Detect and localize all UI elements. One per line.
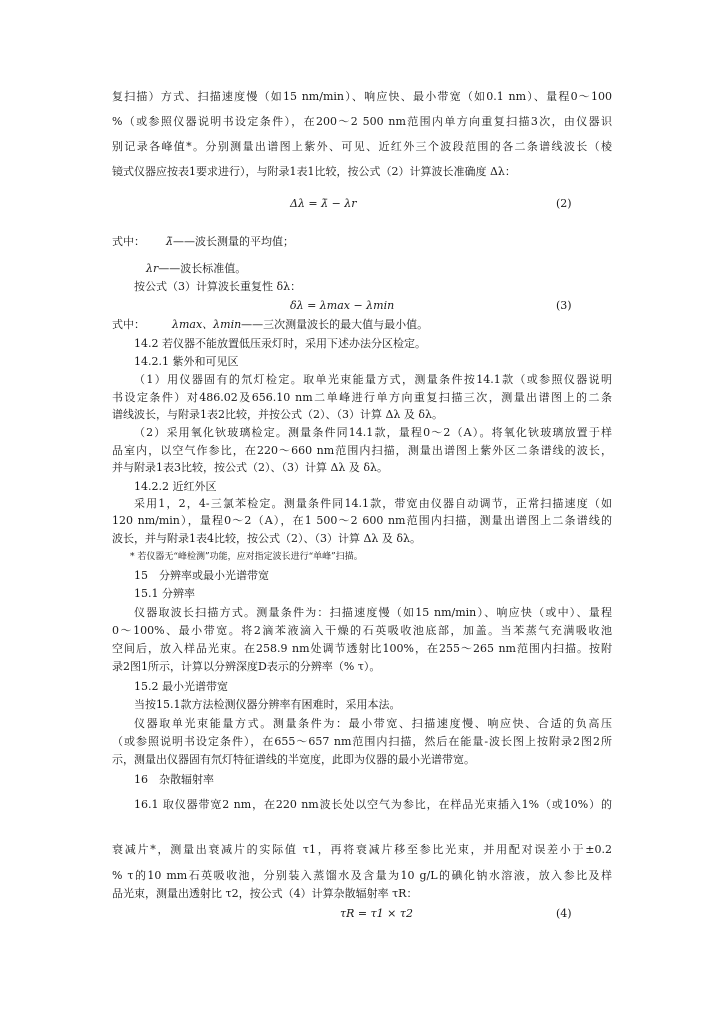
text-line: 波长，并与附录1表4比较，按公式（2）、（3）计算 Δλ 及 δλ。 [112, 532, 421, 545]
text-line: 15 分辨率或最小光谱带宽 [134, 569, 269, 582]
text-line: 录2图1所示，计算以分辨深度D表示的分辨率（% τ）。 [112, 660, 381, 673]
text-line: 复扫描）方式、扫描速度慢（如15 nm/min）、响应快、最小带宽（如0.1 nm）、量程0～100 [112, 90, 612, 103]
text-line: （2）采用氧化钬玻璃检定。测量条件同14.1款，量程0～2（A）。将氧化钬玻璃放置于样 [134, 426, 612, 439]
text-line: 16.1 取仪器带宽2 nm，在220 nm波长处以空气为参比，在样品光束插入1%（或10%）的 [134, 798, 612, 811]
text-line: 120 nm/min），量程0～2（A），在1 500～2 600 nm范围内扫描，测量出谱图上二条谱线的 [112, 514, 612, 527]
equation-number: (3) [556, 299, 572, 312]
where-clause: 式中： λmax、λmin——三次测量波长的最大值与最小值。 [112, 318, 429, 331]
text-line: 书设定条件）对486.02及656.10 nm二单峰进行单方向重复扫描三次，测量出谱图上的二条 [112, 391, 612, 404]
text-line: 15.1 分辨率 [134, 587, 195, 600]
text-line: （或参照说明书设定条件），在655～657 nm范围内扫描，然后在能量-波长图上按附录2图2所 [112, 735, 612, 748]
text-line: %（或参照仪器说明书设定条件），在200～2 500 nm范围内单方向重复扫描3次，由仪器识 [112, 115, 612, 128]
text-line: 品室内，以空气作参比，在220～660 nm范围内扫描，测量出谱图上紫外区二条谱线的波长， [112, 444, 612, 457]
equation-3: δλ = λmax − λmin [290, 299, 395, 312]
text-line: 衰减片*，测量出衰减片的实际值 τ1，再将衰减片移至参比光束，并用配对误差小于±0.2 [112, 843, 612, 856]
where-clause: λr——波长标准值。 [146, 262, 247, 275]
text-line: 镜式仪器应按表1要求进行），与附录1表1比较，按公式（2）计算波长准确度 Δλ： [112, 165, 516, 178]
equation-number: (2) [556, 197, 572, 210]
text-line: 采用1，2，4-三氯苯检定。测量条件同14.1款，带宽由仪器自动调节，正常扫描速度（如 [134, 497, 612, 510]
equation-number: (4) [556, 907, 572, 920]
text-line: 谱线波长，与附录1表2比较，并按公式（2）、（3）计算 Δλ 及 δλ。 [112, 408, 443, 421]
text-line: 16 杂散辐射率 [134, 773, 214, 786]
text-line: 空间后，放入样品光束。在258.9 nm处调节透射比100%，在255～265 nm范围内扫描。按附 [112, 642, 612, 655]
text-line: 15.2 最小光谱带宽 [134, 680, 228, 693]
text-line: 示，测量出仪器固有氘灯特征谱线的半宽度，此即为仪器的最小光谱带宽。 [112, 753, 475, 766]
text-line: % τ的10 mm石英吸收池，分别装入蒸馏水及含量为10 g/L的碘化钠水溶液，放入参比及样 [112, 869, 612, 882]
text-line: 0～100%、最小带宽。将2滴苯液滴入干燥的石英吸收池底部，加盖。当苯蒸气充满吸收池 [112, 624, 612, 637]
text-line: 14.2.1 紫外和可见区 [134, 355, 239, 368]
text-line: 14.2.2 近红外区 [134, 480, 217, 493]
text-line: 当按15.1款方法检测仪器分辨率有困难时，采用本法。 [134, 698, 401, 711]
text-line: 品光束，测量出透射比 τ2，按公式（4）计算杂散辐射率 τR： [112, 887, 418, 900]
where-clause: 式中： λ̄——波长测量的平均值； [112, 235, 294, 248]
text-line: （1）用仪器固有的氘灯检定。取单光束能量方式，测量条件按14.1款（或参照仪器说明 [134, 373, 612, 386]
text-line: 按公式（3）计算波长重复性 δλ： [134, 280, 302, 293]
footnote: * 若仪器无“峰检测”功能，应对指定波长进行“单峰”扫描。 [130, 552, 363, 562]
text-line: 14.2 若仪器不能放置低压汞灯时，采用下述办法分区检定。 [134, 337, 426, 350]
text-line: 仪器取波长扫描方式。测量条件为：扫描速度慢（如15 nm/min）、响应快（或中）、量程 [134, 606, 612, 619]
equation-4: τR = τ1 × τ2 [340, 907, 413, 920]
text-line: 仪器取单光束能量方式。测量条件为：最小带宽、扫描速度慢、响应快、合适的负高压 [134, 717, 612, 730]
text-line: 并与附录1表3比较，按公式（2）、（3）计算 Δλ 及 δλ。 [112, 461, 388, 474]
equation-2: Δλ = λ̄ − λr [290, 197, 357, 210]
text-line: 别记录各峰值*。分别测量出谱图上紫外、可见、近红外三个波段范围的各二条谱线波长（棱 [112, 140, 612, 153]
